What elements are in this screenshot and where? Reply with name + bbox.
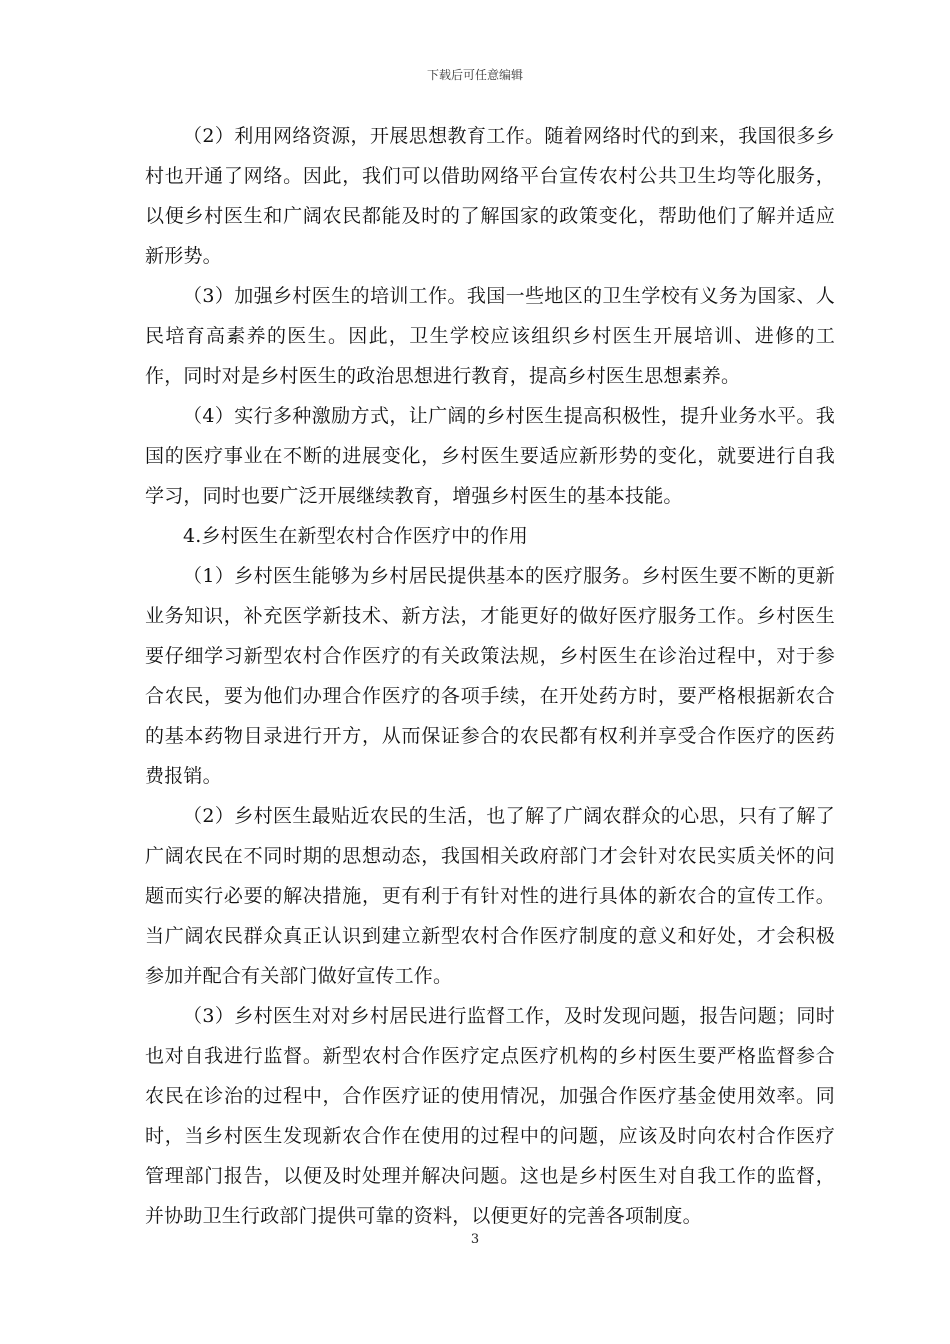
paragraph-basic-services: （1）乡村医生能够为乡村居民提供基本的医疗服务。乡村医生要不断的更新业务知识，补充医学新技术、新方法，才能更好的做好医疗服务工作。乡村医生要仔细学习新型农村合作医疗的有关政策法规，乡村医生在诊治过程中，对于参合农民，要为他们办理合作医疗的各项手续，在开处药方时，要严格根据新农合的基本药物目录进行开方，从而保证参合的农民都有权利并享受合作医疗的医药费报销。 — [145, 565, 835, 787]
page-number: 3 — [470, 1232, 480, 1247]
paragraph-training: （3）加强乡村医生的培训工作。我国一些地区的卫生学校有义务为国家、人民培育高素养的医生。因此，卫生学校应该组织乡村医生开展培训、进修的工作，同时对是乡村医生的政治思想进行教育，提高乡村医生思想素养。 — [145, 285, 835, 387]
paragraph-supervision: （3）乡村医生对对乡村居民进行监督工作，及时发现问题，报告问题；同时也对自我进行监督。新型农村合作医疗定点医疗机构的乡村医生要严格监督参合农民在诊治的过程中，合作医疗证的使用情况，加强合作医疗基金使用效率。同时，当乡村医生发现新农合作在使用的过程中的问题，应该及时向农村合作医疗管理部门报告，以便及时处理并解决问题。这也是乡村医生对自我工作的监督，并协助卫生行政部门提供可靠的资料，以便更好的完善各项制度。 — [145, 1005, 835, 1227]
page-header: 下载后可任意编辑 — [426, 68, 523, 82]
section-heading: 4.乡村医生在新型农村合作医疗中的作用 — [183, 525, 528, 547]
document-body — [145, 116, 835, 1236]
paragraph-closeness-to-farmers: （2）乡村医生最贴近农民的生活，也了解了广阔农群众的心思，只有了解了广阔农民在不同时期的思想动态，我国相关政府部门才会针对农民实质关怀的问题而实行必要的解决措施，更有利于有针对性的进行具体的新农合的宣传工作。当广阔农民群众真正认识到建立新型农村合作医疗制度的意义和好处，才会积极参加并配合有关部门做好宣传工作。 — [145, 805, 835, 987]
paragraph-incentives: （4）实行多种激励方式，让广阔的乡村医生提高积极性，提升业务水平。我国的医疗事业在不断的进展变化，乡村医生要适应新形势的变化，就要进行自我学习，同时也要广泛开展继续教育，增强乡村医生的基本技能。 — [145, 405, 835, 507]
paragraph-network-resources: （2）利用网络资源，开展思想教育工作。随着网络时代的到来，我国很多乡村也开通了网络。因此，我们可以借助网络平台宣传农村公共卫生均等化服务，以便乡村医生和广阔农民都能及时的了解国家的政策变化，帮助他们了解并适应新形势。 — [145, 125, 835, 267]
